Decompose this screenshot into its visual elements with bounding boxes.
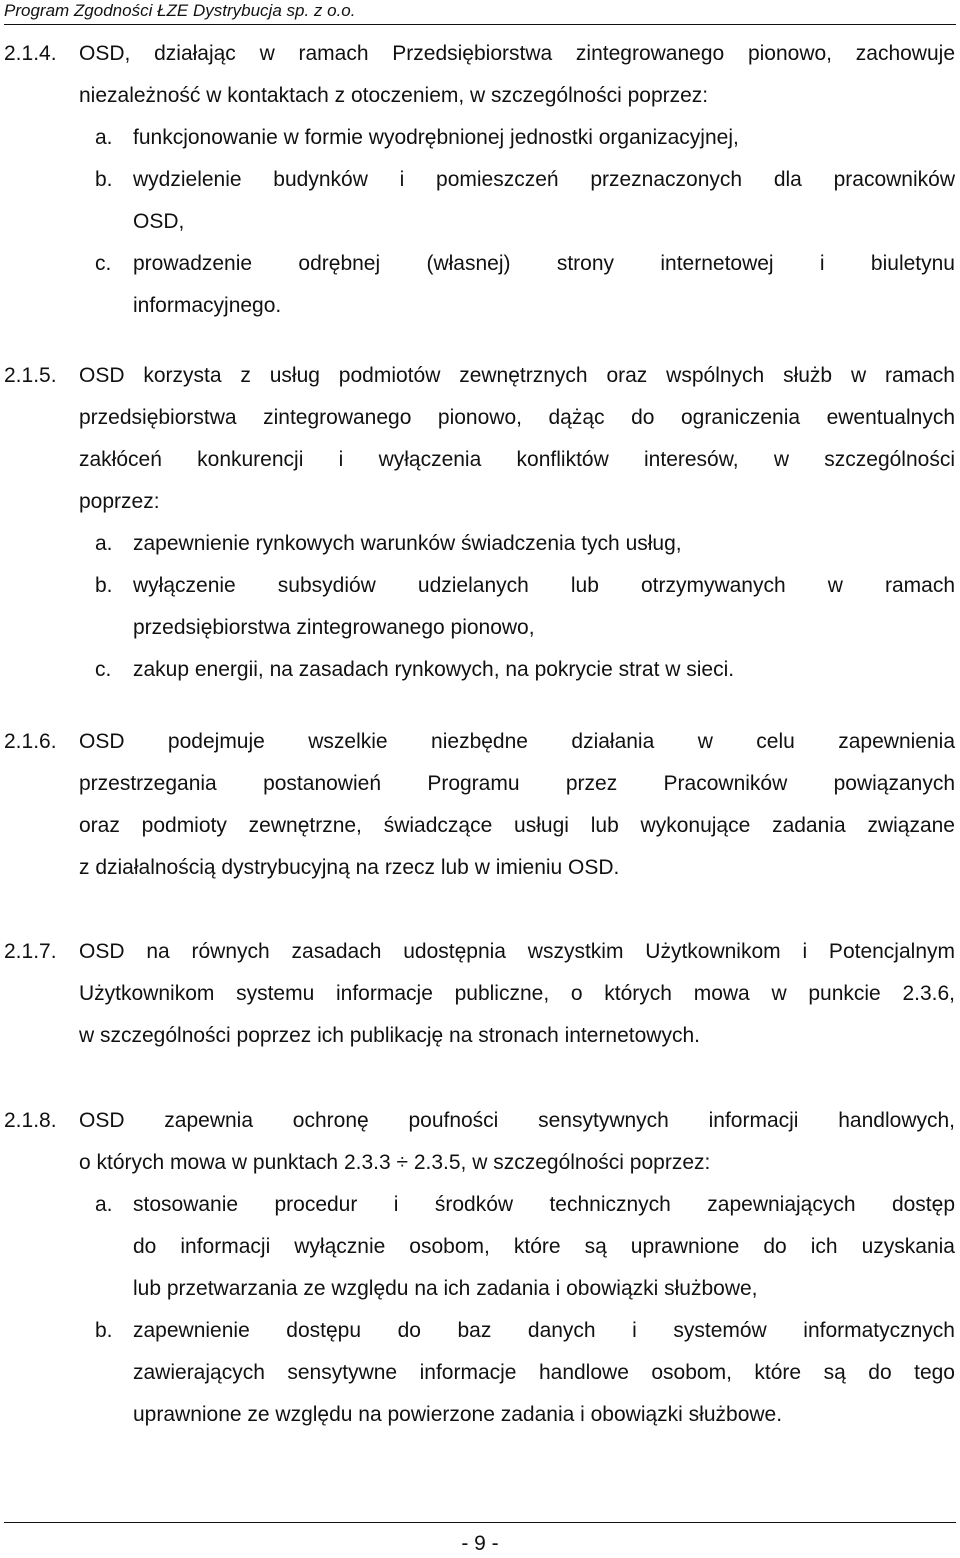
list-item-text: przedsiębiorstwa zintegrowanego pionowo, [133, 616, 535, 639]
list-marker: a. [95, 126, 113, 149]
paragraph-line: o których mowa w punktach 2.3.3 ÷ 2.3.5, w szczególności poprzez: [79, 1151, 711, 1174]
footer-divider [4, 1522, 956, 1523]
paragraph-line: z działalnością dystrybucyjną na rzecz lub w imieniu OSD. [79, 856, 620, 879]
list-item-text: wydzielenie budynków i pomieszczeń przeznaczonych dla pracowników [133, 168, 955, 191]
paragraph-line: OSD zapewnia ochronę poufności sensytywnych informacji handlowych, [79, 1109, 955, 1132]
list-item-text: zawierających sensytywne informacje handlowe osobom, które są do tego [133, 1361, 955, 1384]
list-marker: b. [95, 574, 113, 597]
section-number: 2.1.7. [4, 940, 57, 963]
paragraph-line: przedsiębiorstwa zintegrowanego pionowo, dążąc do ograniczenia ewentualnych [79, 406, 955, 429]
list-item-text: lub przetwarzania ze względu na ich zadania i obowiązki służbowe, [133, 1277, 758, 1300]
section-number: 2.1.4. [4, 42, 57, 65]
list-item-text: wyłączenie subsydiów udzielanych lub otrzymywanych w ramach [133, 574, 955, 597]
list-item-text: zapewnienie rynkowych warunków świadczenia tych usług, [133, 532, 682, 555]
paragraph-line: poprzez: [79, 490, 160, 513]
section-number: 2.1.6. [4, 730, 57, 753]
paragraph-line: OSD podejmuje wszelkie niezbędne działania w celu zapewnienia [79, 730, 955, 753]
paragraph-line: zakłóceń konkurencji i wyłączenia konfliktów interesów, w szczególności [79, 448, 955, 471]
section-number: 2.1.8. [4, 1109, 57, 1132]
list-item-text: prowadzenie odrębnej (własnej) strony internetowej i biuletynu [133, 252, 955, 275]
list-item-text: do informacji wyłącznie osobom, które są uprawnione do ich uzyskania [133, 1235, 955, 1258]
list-marker: c. [95, 252, 112, 275]
list-marker: a. [95, 532, 113, 555]
paragraph-line: niezależność w kontaktach z otoczeniem, w szczególności poprzez: [79, 84, 709, 107]
paragraph-line: OSD korzysta z usług podmiotów zewnętrznych oraz wspólnych służb w ramach [79, 364, 955, 387]
list-marker: a. [95, 1193, 113, 1216]
list-marker: b. [95, 1319, 113, 1342]
paragraph-line: w szczególności poprzez ich publikację na stronach internetowych. [79, 1024, 700, 1047]
paragraph-line: przestrzegania postanowień Programu przez Pracowników powiązanych [79, 772, 955, 795]
section-number: 2.1.5. [4, 364, 57, 387]
paragraph-line: OSD, działając w ramach Przedsiębiorstwa zintegrowanego pionowo, zachowuje [79, 42, 955, 65]
list-marker: c. [95, 658, 112, 681]
list-item-text: zakup energii, na zasadach rynkowych, na pokrycie strat w sieci. [133, 658, 735, 681]
list-item-text: informacyjnego. [133, 294, 282, 317]
list-item-text: uprawnione ze względu na powierzone zadania i obowiązki służbowe. [133, 1403, 783, 1426]
list-item-text: stosowanie procedur i środków technicznych zapewniających dostęp [133, 1193, 955, 1216]
paragraph-line: oraz podmioty zewnętrzne, świadczące usługi lub wykonujące zadania związane [79, 814, 955, 837]
list-item-text: OSD, [133, 210, 185, 233]
list-item-text: zapewnienie dostępu do baz danych i systemów informatycznych [133, 1319, 955, 1342]
page-number: - 9 - [461, 1532, 499, 1555]
list-marker: b. [95, 168, 113, 191]
list-item-text: funkcjonowanie w formie wyodrębnionej jednostki organizacyjnej, [133, 126, 739, 149]
paragraph-line: Użytkownikom systemu informacje publiczne, o których mowa w punkcie 2.3.6, [79, 982, 955, 1005]
page-header: Program Zgodności ŁZE Dystrybucja sp. z o.o. [4, 0, 956, 25]
paragraph-line: OSD na równych zasadach udostępnia wszystkim Użytkownikom i Potencjalnym [79, 940, 955, 963]
